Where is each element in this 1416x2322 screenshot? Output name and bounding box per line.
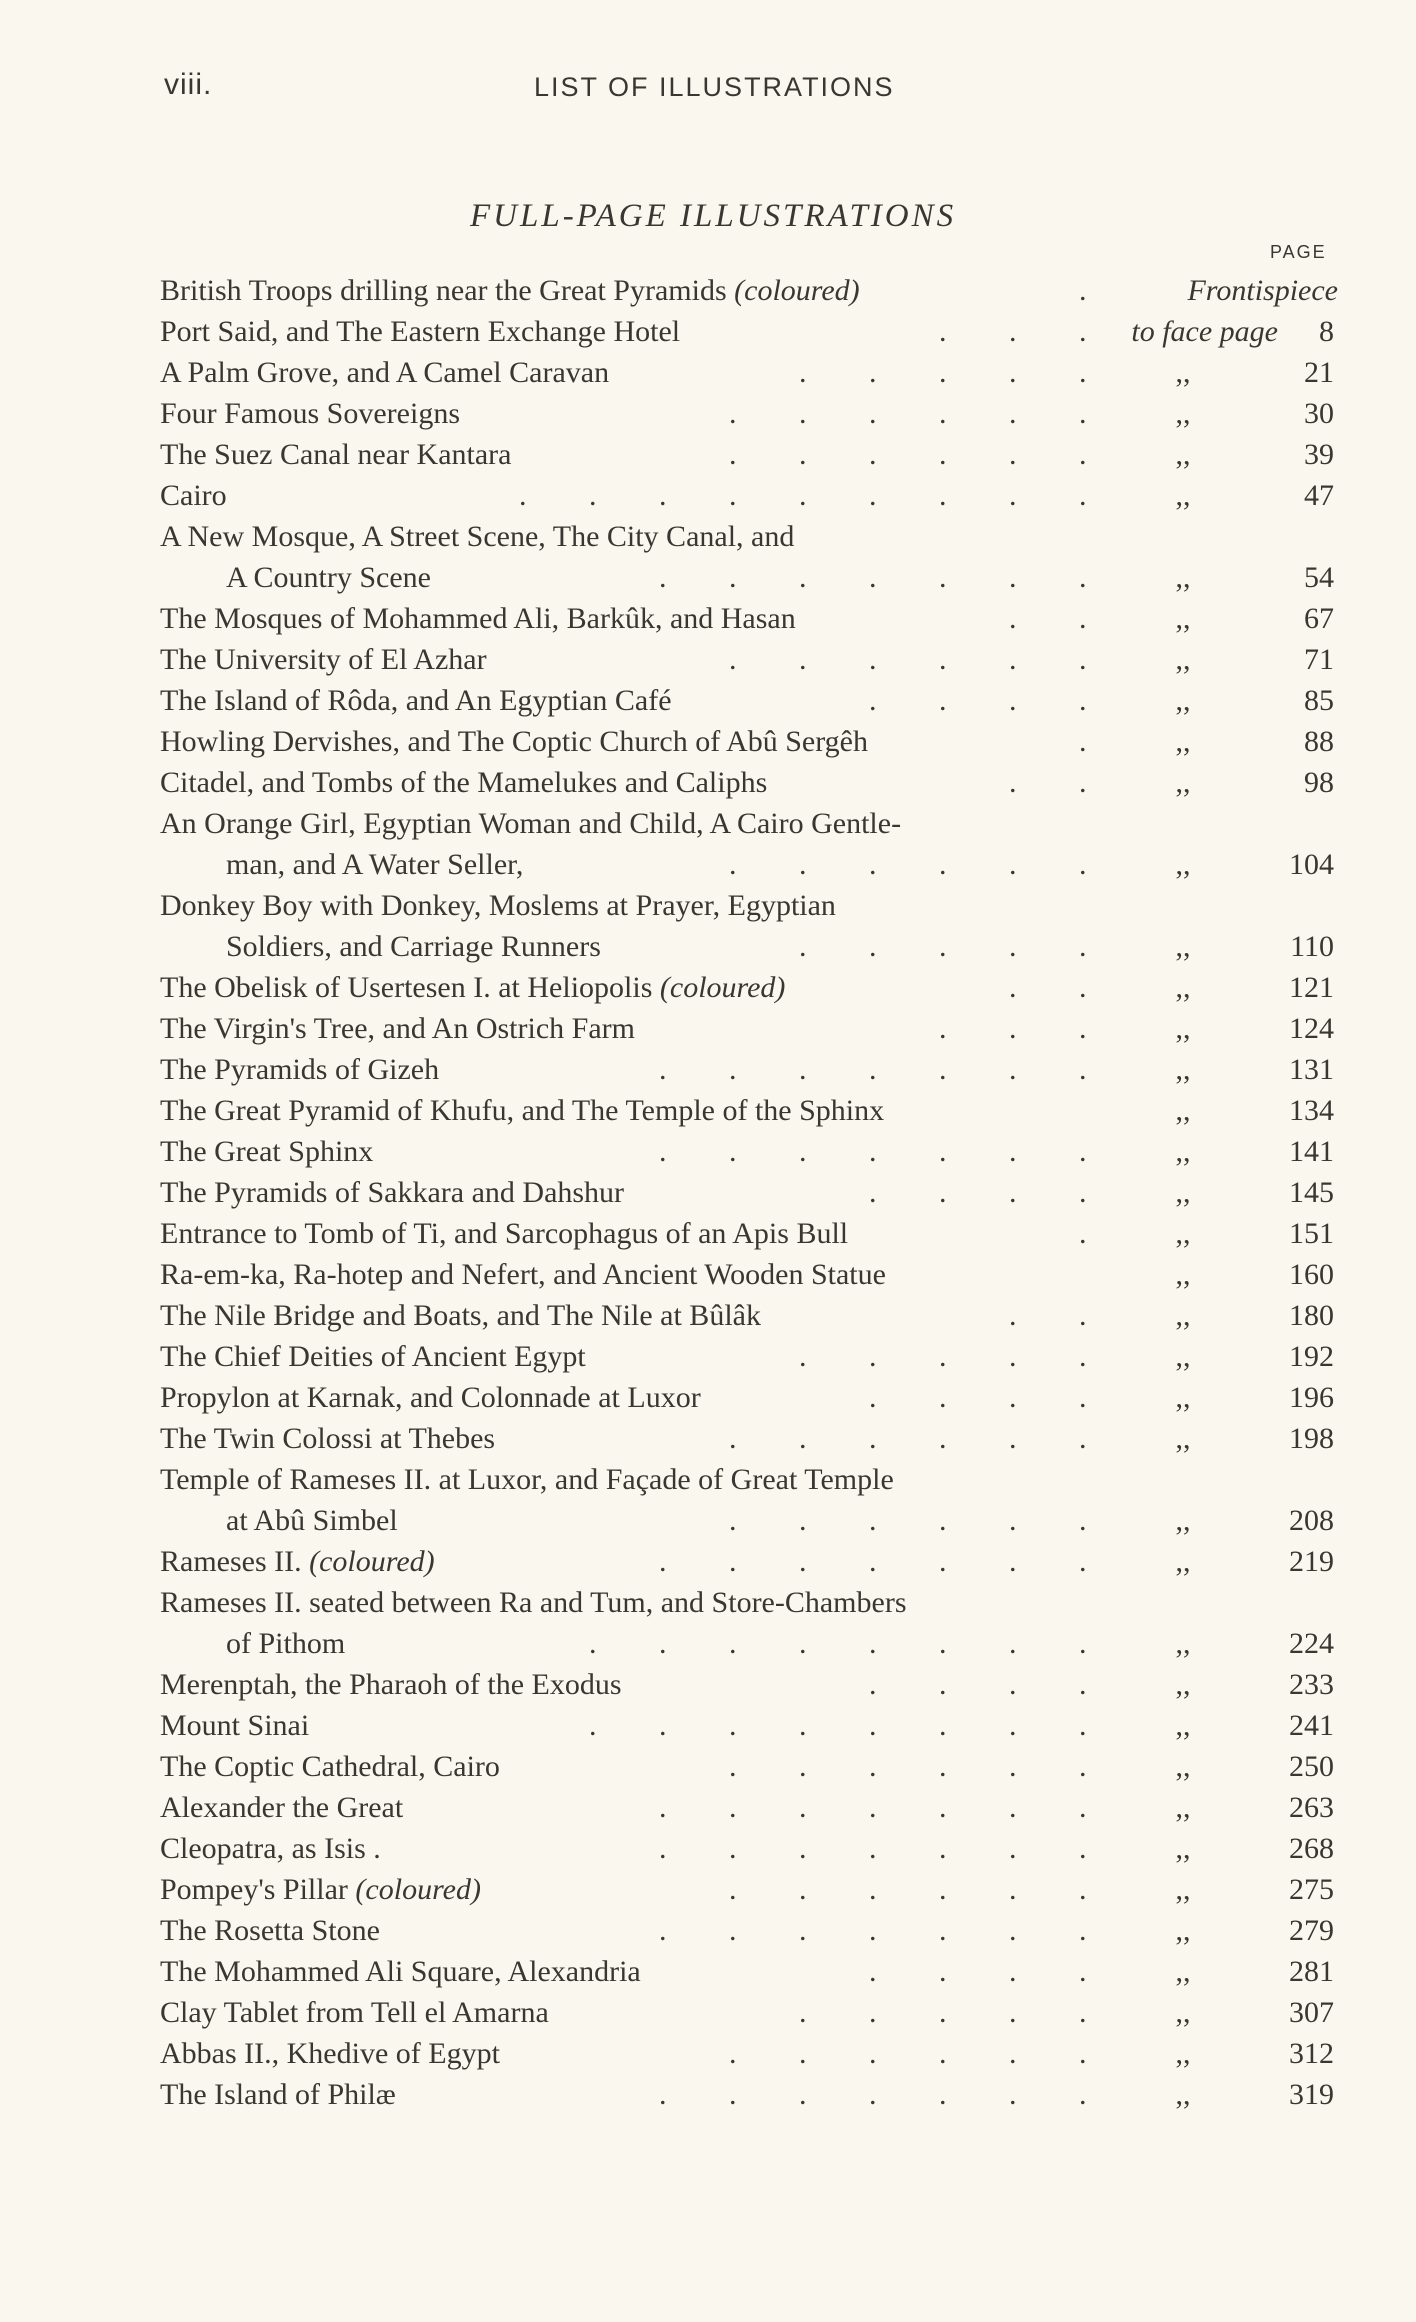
dot-leader: . . <box>1009 766 1087 799</box>
entry-title: The Rosetta Stone <box>160 1914 380 1947</box>
list-entry <box>160 393 1338 434</box>
entry-title: The Island of Philæ <box>160 2078 396 2111</box>
entry-page-number: 319 <box>1289 2078 1334 2111</box>
entry-page-number: 54 <box>1304 561 1334 594</box>
ditto-mark: ,, <box>1175 1955 1191 1988</box>
list-entry <box>160 1992 1338 2033</box>
list-entry <box>160 1213 1338 1254</box>
ditto-mark: ,, <box>1175 1135 1191 1168</box>
entry-line <box>160 680 1338 721</box>
entry-title: The Island of Rôda, and An Egyptian Café <box>160 684 672 717</box>
entry-page-number: 151 <box>1289 1217 1334 1250</box>
entry-title: Temple of Rameses II. at Luxor, and Façade of Great Temple <box>160 1463 894 1496</box>
entry-line <box>160 762 1338 803</box>
ditto-mark: ,, <box>1175 766 1191 799</box>
entry-title: An Orange Girl, Egyptian Woman and Child, A Cairo Gentle- <box>160 807 902 840</box>
entry-title: Port Said, and The Eastern Exchange Hotel <box>160 315 681 348</box>
entry-line <box>160 352 1338 393</box>
entry-title: A Palm Grove, and A Camel Caravan <box>160 356 610 389</box>
entry-page-number: 196 <box>1289 1381 1334 1414</box>
entry-title: Rameses II. (coloured) <box>160 1545 435 1578</box>
ditto-mark: ,, <box>1175 1668 1191 1701</box>
entry-line <box>160 844 1338 885</box>
dot-leader: . . . . . . <box>729 1750 1087 1783</box>
entry-line <box>160 557 1338 598</box>
list-entry <box>160 967 1338 1008</box>
dot-leader: . . . . . <box>799 1340 1087 1373</box>
ditto-mark: ,, <box>1175 684 1191 717</box>
dot-leader: . <box>1079 725 1087 758</box>
entry-title: Citadel, and Tombs of the Mamelukes and Caliphs <box>160 766 768 799</box>
entry-title: Merenptah, the Pharaoh of the Exodus <box>160 1668 622 1701</box>
entry-title: Clay Tablet from Tell el Amarna <box>160 1996 549 2029</box>
entry-line <box>160 2074 1338 2115</box>
ditto-mark: ,, <box>1175 2037 1191 2070</box>
dot-leader: . . . . . . <box>729 1504 1087 1537</box>
entry-line <box>160 803 1338 844</box>
entry-title: Alexander the Great <box>160 1791 404 1824</box>
entry-reference: to face page <box>1131 315 1278 348</box>
entry-line <box>160 516 1338 557</box>
list-entry <box>160 311 1338 352</box>
entry-page-number: 279 <box>1289 1914 1334 1947</box>
list-entry <box>160 1910 1338 1951</box>
dot-leader: . . . . . . <box>729 1422 1087 1455</box>
entry-page-number: 85 <box>1304 684 1334 717</box>
entry-line <box>160 1336 1338 1377</box>
entry-title: The Nile Bridge and Boats, and The Nile at Bûlâk <box>160 1299 761 1332</box>
list-entry <box>160 1008 1338 1049</box>
list-entry <box>160 1418 1338 1459</box>
entry-title: The Coptic Cathedral, Cairo <box>160 1750 500 1783</box>
dot-leader: . <box>1079 274 1087 307</box>
dot-leader: . . . . . . . <box>659 1545 1087 1578</box>
dot-leader: . . . . <box>869 1176 1087 1209</box>
list-entry <box>160 1951 1338 1992</box>
dot-leader: . . . . . . . . . <box>519 479 1087 512</box>
entry-line <box>160 1131 1338 1172</box>
entry-line <box>160 1418 1338 1459</box>
running-title: LIST OF ILLUSTRATIONS <box>534 72 895 102</box>
entry-page-number: 98 <box>1304 766 1334 799</box>
ditto-mark: ,, <box>1175 1053 1191 1086</box>
dot-leader: . <box>1079 1217 1087 1250</box>
list-entry <box>160 1828 1338 1869</box>
ditto-mark: ,, <box>1175 971 1191 1004</box>
list-entry <box>160 434 1338 475</box>
entry-title: Abbas II., Khedive of Egypt <box>160 2037 500 2070</box>
entry-line <box>160 967 1338 1008</box>
dot-leader: . . . . . . . <box>659 1135 1087 1168</box>
entry-page-number: 30 <box>1304 397 1334 430</box>
dot-leader: . . . . . . . <box>659 1914 1087 1947</box>
entry-line <box>160 1090 1338 1131</box>
entry-line <box>160 1623 1338 1664</box>
dot-leader: . . . . . . . <box>659 1791 1087 1824</box>
entry-title: The Great Sphinx <box>160 1135 374 1168</box>
page-number: viii. <box>164 68 213 101</box>
ditto-mark: ,, <box>1175 561 1191 594</box>
ditto-mark: ,, <box>1175 1340 1191 1373</box>
list-entry <box>160 1459 1338 1541</box>
entry-title: Ra-em-ka, Ra-hotep and Nefert, and Ancient Wooden Statue <box>160 1258 886 1291</box>
list-entry <box>160 1131 1338 1172</box>
entry-page-number: 71 <box>1304 643 1334 676</box>
entry-title: Entrance to Tomb of Ti, and Sarcophagus of an Apis Bull <box>160 1217 849 1250</box>
list-entry <box>160 475 1338 516</box>
list-entry <box>160 2033 1338 2074</box>
entry-page-number: 8 <box>1319 315 1334 348</box>
entry-line <box>160 1254 1338 1295</box>
dot-leader: . . . . <box>869 684 1087 717</box>
entry-line <box>160 1459 1338 1500</box>
list-entry <box>160 270 1338 311</box>
ditto-mark: ,, <box>1175 1996 1191 2029</box>
entry-title: The Obelisk of Usertesen I. at Heliopolis (coloured) <box>160 971 786 1004</box>
dot-leader: . . . . <box>869 1668 1087 1701</box>
entry-title: The Great Pyramid of Khufu, and The Temple of the Sphinx <box>160 1094 885 1127</box>
ditto-mark: ,, <box>1175 1422 1191 1455</box>
entry-page-number: 307 <box>1289 1996 1334 2029</box>
ditto-mark: ,, <box>1175 1627 1191 1660</box>
entry-title: A Country Scene <box>226 561 431 594</box>
list-entry <box>160 1541 1338 1582</box>
entry-title: Donkey Boy with Donkey, Moslems at Prayer, Egyptian <box>160 889 836 922</box>
entry-title: The Pyramids of Gizeh <box>160 1053 440 1086</box>
list-entry <box>160 1787 1338 1828</box>
dot-leader: . . . <box>939 1012 1087 1045</box>
entry-page-number: 88 <box>1304 725 1334 758</box>
entry-line <box>160 598 1338 639</box>
dot-leader: . . . . . . . <box>659 1832 1087 1865</box>
dot-leader: . . . . . <box>799 356 1087 389</box>
entry-title: The Chief Deities of Ancient Egypt <box>160 1340 586 1373</box>
entry-page-number: 141 <box>1289 1135 1334 1168</box>
entry-line <box>160 1951 1338 1992</box>
list-entry <box>160 1377 1338 1418</box>
ditto-mark: ,, <box>1175 1299 1191 1332</box>
ditto-mark: ,, <box>1175 643 1191 676</box>
entry-page-number: 219 <box>1289 1545 1334 1578</box>
ditto-mark: ,, <box>1175 1750 1191 1783</box>
entry-page-number: 134 <box>1289 1094 1334 1127</box>
entry-line <box>160 639 1338 680</box>
dot-leader: . . . . <box>869 1955 1087 1988</box>
entry-title: Howling Dervishes, and The Coptic Church of Abû Sergêh <box>160 725 868 758</box>
entry-line <box>160 1705 1338 1746</box>
entry-line <box>160 393 1338 434</box>
list-entry <box>160 1582 1338 1664</box>
entry-page-number: 131 <box>1289 1053 1334 1086</box>
entry-page-number: 192 <box>1289 1340 1334 1373</box>
entry-title: Four Famous Sovereigns <box>160 397 460 430</box>
entry-page-number: 145 <box>1289 1176 1334 1209</box>
entry-title: The Twin Colossi at Thebes <box>160 1422 496 1455</box>
entry-page-number: 233 <box>1289 1668 1334 1701</box>
entry-line <box>160 926 1338 967</box>
entry-line <box>160 1295 1338 1336</box>
dot-leader: . . . . . . <box>729 2037 1087 2070</box>
entry-title: Cairo <box>160 479 227 512</box>
ditto-mark: ,, <box>1175 356 1191 389</box>
entry-line <box>160 1787 1338 1828</box>
entry-page-number: 121 <box>1289 971 1334 1004</box>
list-entry <box>160 1664 1338 1705</box>
ditto-mark: ,, <box>1175 1709 1191 1742</box>
dot-leader: . . <box>1009 602 1087 635</box>
entry-title: man, and A Water Seller, <box>226 848 524 881</box>
dot-leader: . . . . . . <box>729 1873 1087 1906</box>
ditto-mark: ,, <box>1175 397 1191 430</box>
entry-page-number: 124 <box>1289 1012 1334 1045</box>
ditto-mark: ,, <box>1175 1258 1191 1291</box>
entry-title: Propylon at Karnak, and Colonnade at Luxor <box>160 1381 701 1414</box>
entry-title: at Abû Simbel <box>226 1504 398 1537</box>
list-entry <box>160 1336 1338 1377</box>
entry-title: Cleopatra, as Isis . <box>160 1832 381 1865</box>
ditto-mark: ,, <box>1175 1381 1191 1414</box>
entry-title: The Mosques of Mohammed Ali, Barkûk, and Hasan <box>160 602 796 635</box>
entry-line <box>160 885 1338 926</box>
entry-page-number: 21 <box>1304 356 1334 389</box>
entry-title: A New Mosque, A Street Scene, The City Canal, and <box>160 520 795 553</box>
list-entry <box>160 803 1338 885</box>
list-entry <box>160 762 1338 803</box>
dot-leader: . . . . . . . <box>659 561 1087 594</box>
dot-leader: . . . . . . <box>729 397 1087 430</box>
entry-page-number: 268 <box>1289 1832 1334 1865</box>
list-entry <box>160 516 1338 598</box>
page-column-label: PAGE <box>1270 242 1327 262</box>
list-entry <box>160 1705 1338 1746</box>
entry-title: The Mohammed Ali Square, Alexandria <box>160 1955 641 1988</box>
list-entry <box>160 1254 1338 1295</box>
ditto-mark: ,, <box>1175 848 1191 881</box>
dot-leader: . . . . . . <box>729 438 1087 471</box>
entry-line <box>160 1664 1338 1705</box>
entry-line <box>160 1500 1338 1541</box>
list-entry <box>160 1746 1338 1787</box>
ditto-mark: ,, <box>1175 1176 1191 1209</box>
entry-page-number: 224 <box>1289 1627 1334 1660</box>
entry-page-number: 241 <box>1289 1709 1334 1742</box>
list-entry <box>160 885 1338 967</box>
ditto-mark: ,, <box>1175 1832 1191 1865</box>
entry-title: The Virgin's Tree, and An Ostrich Farm <box>160 1012 635 1045</box>
dot-leader: . . <box>1009 1299 1087 1332</box>
entry-title: Rameses II. seated between Ra and Tum, and Store-Chambers <box>160 1586 907 1619</box>
entry-page-number: 281 <box>1289 1955 1334 1988</box>
dot-leader: . . <box>1009 971 1087 1004</box>
entry-line <box>160 1910 1338 1951</box>
ditto-mark: ,, <box>1175 1791 1191 1824</box>
entry-line <box>160 434 1338 475</box>
entry-line <box>160 1869 1338 1910</box>
dot-leader: . . . <box>939 315 1087 348</box>
entry-page-number: 67 <box>1304 602 1334 635</box>
ditto-mark: ,, <box>1175 1094 1191 1127</box>
entry-line <box>160 1582 1338 1623</box>
entry-title: of Pithom <box>226 1627 346 1660</box>
list-entry <box>160 721 1338 762</box>
ditto-mark: ,, <box>1175 725 1191 758</box>
entry-title: Pompey's Pillar (coloured) <box>160 1873 481 1906</box>
ditto-mark: ,, <box>1175 1873 1191 1906</box>
dot-leader: . . . . . . . . <box>589 1627 1087 1660</box>
ditto-mark: ,, <box>1175 2078 1191 2111</box>
ditto-mark: ,, <box>1175 1914 1191 1947</box>
list-entry <box>160 598 1338 639</box>
section-title: FULL-PAGE ILLUSTRATIONS <box>470 198 957 234</box>
dot-leader: . . . . . . <box>729 848 1087 881</box>
entry-page-number: 250 <box>1289 1750 1334 1783</box>
entry-title: The University of El Azhar <box>160 643 487 676</box>
list-entry <box>160 1090 1338 1131</box>
dot-leader: . . . . <box>869 1381 1087 1414</box>
dot-leader: . . . . . <box>799 930 1087 963</box>
ditto-mark: ,, <box>1175 602 1191 635</box>
entry-title: The Pyramids of Sakkara and Dahshur <box>160 1176 625 1209</box>
list-entry <box>160 680 1338 721</box>
ditto-mark: ,, <box>1175 1217 1191 1250</box>
entry-line <box>160 1172 1338 1213</box>
list-entry <box>160 1869 1338 1910</box>
list-entry <box>160 352 1338 393</box>
entry-line <box>160 475 1338 516</box>
entry-page-number: 208 <box>1289 1504 1334 1537</box>
entry-page-number: 110 <box>1290 930 1334 963</box>
entry-title: Soldiers, and Carriage Runners <box>226 930 601 963</box>
entry-line <box>160 311 1338 352</box>
list-entry <box>160 1049 1338 1090</box>
ditto-mark: ,, <box>1175 1012 1191 1045</box>
ditto-mark: ,, <box>1175 1504 1191 1537</box>
dot-leader: . . . . . <box>799 1996 1087 2029</box>
entry-page-number: 47 <box>1304 479 1334 512</box>
entry-page-number: 39 <box>1304 438 1334 471</box>
entry-title: British Troops drilling near the Great Pyramids (coloured) <box>160 274 860 307</box>
entry-line <box>160 721 1338 762</box>
entry-page-number: 160 <box>1289 1258 1334 1291</box>
entry-line <box>160 1008 1338 1049</box>
entry-title: The Suez Canal near Kantara <box>160 438 512 471</box>
list-entry <box>160 1172 1338 1213</box>
entry-line <box>160 1049 1338 1090</box>
dot-leader: . . . . . . . <box>659 2078 1087 2111</box>
entry-line <box>160 1213 1338 1254</box>
dot-leader: . . . . . . . . <box>589 1709 1087 1742</box>
ditto-mark: ,, <box>1175 479 1191 512</box>
ditto-mark: ,, <box>1175 1545 1191 1578</box>
dot-leader: . . . . . . <box>729 643 1087 676</box>
entry-line <box>160 1828 1338 1869</box>
list-entry <box>160 1295 1338 1336</box>
entry-line <box>160 2033 1338 2074</box>
entry-line <box>160 1992 1338 2033</box>
ditto-mark: ,, <box>1175 930 1191 963</box>
entry-page-number: 180 <box>1289 1299 1334 1332</box>
entry-line <box>160 1377 1338 1418</box>
dot-leader: . . . . . . . <box>659 1053 1087 1086</box>
ditto-mark: ,, <box>1175 438 1191 471</box>
entry-page-number: 312 <box>1289 2037 1334 2070</box>
illustrations-list <box>160 270 1338 2115</box>
entry-line <box>160 270 1338 311</box>
entry-page-number: 263 <box>1289 1791 1334 1824</box>
entry-line <box>160 1541 1338 1582</box>
list-entry <box>160 2074 1338 2115</box>
list-entry <box>160 639 1338 680</box>
entry-reference: Frontispiece <box>1187 274 1338 307</box>
entry-page-number: 104 <box>1289 848 1334 881</box>
entry-line <box>160 1746 1338 1787</box>
entry-title: Mount Sinai <box>160 1709 310 1742</box>
entry-page-number: 275 <box>1289 1873 1334 1906</box>
running-head <box>0 68 1416 108</box>
entry-page-number: 198 <box>1289 1422 1334 1455</box>
